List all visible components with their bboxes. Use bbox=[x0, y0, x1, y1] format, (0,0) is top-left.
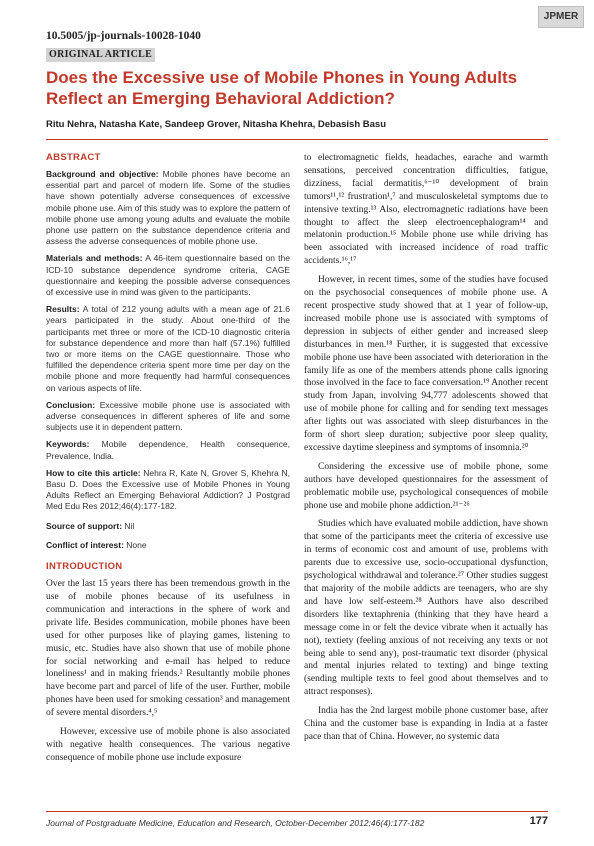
author-list: Ritu Nehra, Natasha Kate, Sandeep Grover, Nitasha Khehra, Debasish Basu bbox=[46, 119, 387, 130]
abstract-heading: ABSTRACT bbox=[46, 152, 101, 163]
footer-rule bbox=[46, 811, 548, 812]
abstract-methods bbox=[46, 253, 290, 298]
article-title: Does the Excessive use of Mobile Phones in Young Adults Reflect an Emerging Behavioral Addiction? bbox=[46, 68, 518, 108]
journal-footer: Journal of Postgraduate Medicine, Education and Research, October-December 2012;46(4):177-182 bbox=[46, 818, 425, 828]
conflict-of-interest bbox=[46, 540, 290, 551]
methods-text: A 46-item questionnaire based on the ICD-10 substance dependence syndrome criteria, CAGE questionnaire and keeping the possible adverse consequences of excessive use in mind was given to the participants. bbox=[46, 253, 291, 298]
doi: 10.5005/jp-journals-10028-1040 bbox=[46, 30, 201, 42]
introduction-heading: INTRODUCTION bbox=[46, 561, 123, 573]
conclusion-label: Conclusion: bbox=[46, 399, 96, 410]
intro-paragraph-2: However, excessive use of mobile phone is also associated with negative health consequences. The various negative consequence of mobile phone use include exposure bbox=[46, 727, 290, 763]
keywords-label: Keywords: bbox=[46, 439, 90, 450]
body-paragraph-2: However, in recent times, some of the studies have focused on the psychosocial consequences of mobile phone use. A recent prospective study showed that at 1 year of follow-up, increased mobile phone use is associated with symptoms of depression in subjects of either gender and increased sleep disturbances in men.¹⁸ Further, it is suggested that excessive mobile phone use have been associated with deterioration in the family life as one of the members attends phone calls ignoring those involved in the face to face conversation.¹⁹ Another recent study from Japan, involving 94,777 adolescents showed that use of mobile phone for calling and for sending text messages after lights out was associated with sleep disturbances in the form of short sleep duration; subjective poor sleep quality, excessive daytime sleepiness and symptoms of insomnia.²⁰ bbox=[304, 275, 548, 453]
page-number: 177 bbox=[529, 815, 548, 827]
intro-paragraph-1: Over the last 15 years there has been tremendous growth in the use of mobile phones because of its usefulness in communication and interactions in the sphere of work and private life. Besides communication, mobile phones have been used for other purposes like of playing games, listening to music, etc. Studies have also shown that use of mobile phone for social networking and e-mail has helped to reduce loneliness¹ and in making friends.² Resultantly mobile phones have become part and parcel of life of the user. Further, mobile phones have been used for smoking cessation³ and management of severe mental disorders.⁴,⁵ bbox=[46, 579, 290, 719]
journal-badge: JPMER bbox=[538, 6, 584, 28]
introduction-section bbox=[46, 561, 290, 765]
article-meta bbox=[46, 468, 290, 551]
background-text: Mobile phones have become an essential part and parcel of modern life. Some of the studies have shown potentially adverse consequences of excessive mobile phone use. Aim of this study was to explore the pattern of mobile phone use among young adults and evaluate the mobile phone use pattern on the substance dependence criteria and assess the adverse consequences of mobile phone use. bbox=[46, 169, 290, 247]
abstract-conclusion bbox=[46, 400, 290, 434]
article-type-label: ORIGINAL ARTICLE bbox=[46, 48, 155, 62]
header-rule bbox=[46, 139, 548, 140]
body-paragraph-3: Considering the excessive use of mobile phone, some authors have developed questionnaires for the assessment of problematic mobile use, psychological consequences of mobile phone use and mobile phone addiction.²¹⁻²⁶ bbox=[304, 461, 548, 511]
source-of-support bbox=[46, 521, 290, 532]
cite-text: Nehra R, Kate N, Grover S, Khehra N, Basu D. Does the Excessive use of Mobile Phones in Young Adults Reflect an Emerging Behavioral Addiction? J Postgrad Med Edu Res 2012;46(4):177-182. bbox=[46, 467, 290, 512]
support-text: Nil bbox=[122, 520, 135, 531]
conflict-text: None bbox=[123, 539, 147, 550]
keywords-text: Mobile dependence, Health consequence, Prevalence, India. bbox=[46, 439, 290, 461]
conclusion-text: Excessive mobile phone use is associated with adverse consequences in different spheres of life and some subjects use it in dependent pattern. bbox=[46, 399, 290, 433]
body-paragraph-4: Studies which have evaluated mobile addiction, have shown that some of the participants meet the criteria of excessive use in terms of economic cost and amount of use, problems with parents due to excessive use, socio-occupational dysfunction, psychological withdrawal and tolerance.²⁷ Other studies suggest that majority of the mobile addicts are teenagers, who are shy and have low self-esteem.²⁸ Authors have also described disorders like textaphrenia (thinking that they have heard a message come in or felt the device vibrate when it actually has not), textiety (feeling anxious of not receiving any texts or not being able to send any), post-traumatic text disorder (physical and mental injuries related to texting) and binge texting (sending multiple texts to feel good about themselves and to attract responses). bbox=[304, 519, 548, 698]
body-paragraph-1: to electromagnetic fields, headaches, earache and warmth sensations, perceived concentration difficulties, fatigue, dizziness, facial dermatitis,⁶⁻¹⁰ development of brain tumors¹¹,¹² frustration¹,⁷ and musculoskeletal symptoms due to intensive texting.¹³ Also, electromagnetic radiations have been thought to affect the sleep electroencephalogram¹⁴ and melatonin production.¹⁵ Mobile phone use while driving has been associated with increased incidence of road traffic accidents.¹⁶,¹⁷ bbox=[304, 153, 548, 267]
abstract-results bbox=[46, 304, 290, 394]
abstract-background bbox=[46, 169, 290, 247]
right-column bbox=[304, 152, 548, 750]
body-paragraph-5: India has the 2nd largest mobile phone customer base, after China and the customer base is expanding in India at a faster pace than that of China. However, no systemic data bbox=[304, 706, 548, 742]
background-label: Background and objective: bbox=[46, 169, 159, 179]
results-label: Results: bbox=[46, 304, 80, 315]
results-text: A total of 212 young adults with a mean age of 21.6 years participated in the study. About one-third of the participants met three or more of the ICD-10 diagnostic criteria for substance dependence and more than half (57.1%) fulfilled two or more items on the CAGE questionnaire. Those who fulfilled the dependence criteria spent more time per day on the mobile phone and more frequently had harmful consequences on various aspects of life. bbox=[46, 304, 290, 393]
conflict-label: Conflict of interest: bbox=[46, 539, 124, 550]
cite-label: How to cite this article: bbox=[46, 467, 141, 478]
support-label: Source of support: bbox=[46, 520, 123, 531]
methods-label: Materials and methods: bbox=[46, 253, 143, 264]
abstract-section bbox=[46, 152, 290, 462]
abstract-keywords bbox=[46, 439, 290, 461]
left-column bbox=[46, 152, 290, 771]
citation bbox=[46, 468, 290, 513]
